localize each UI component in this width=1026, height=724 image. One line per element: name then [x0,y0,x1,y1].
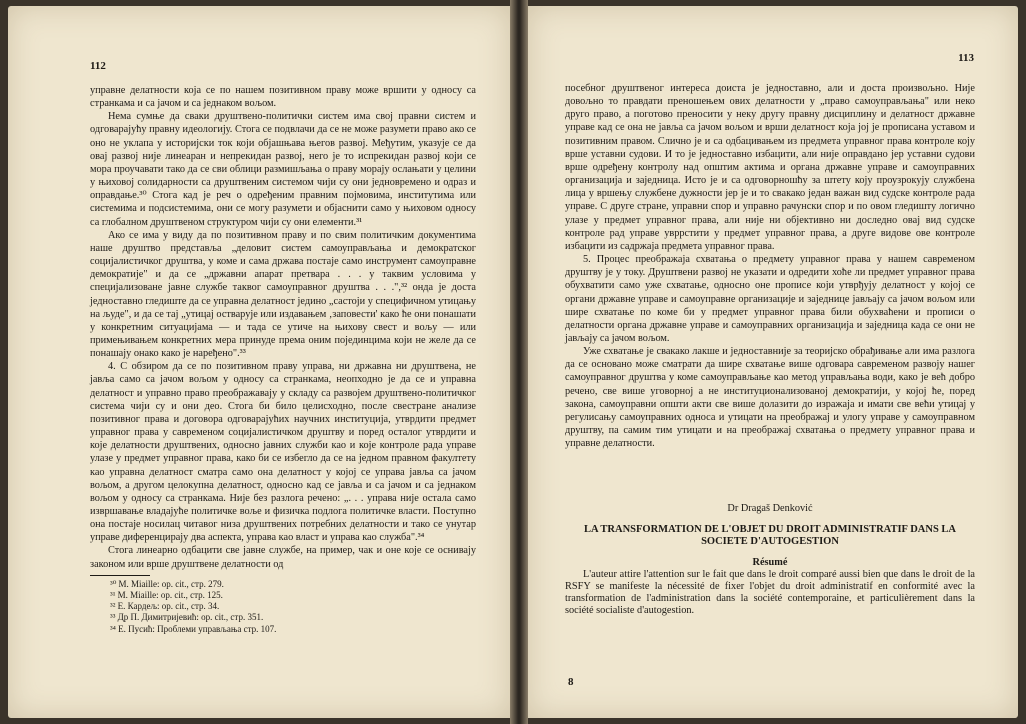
footnote: ³¹ M. Miaille: op. cit., стр. 125. [110,589,223,600]
resume-text: L'auteur attire l'attention sur le fait que dans le droit comparé aussi bien que dans le droit de la RSFY se manifeste la nécessité de fixer l'objet du droit administratif en conformité avec la transformation de l'administration dans la société contemporaine, et particulièrement dans la société socialiste d'autogestion. [565,568,975,617]
paragraph: Уже схватање је свакако лакше и једноставније за теоријско обрађивање али има разлога да се основано може сматрати да шире схватање више одговара савременом развоју нашег самоуправног друштва у коме самоуправљање као метод управљања води, како је већ добро речено, све више уговорној а не институционализованој демократији, у којој ће, поред закона, самоуправни општи акти све више долазити до изражаја и имати све већи утицај у регулисању самоуправних односа и утицати на преображај и улогу управе у самоуправном друштву, па самим тим утицати и на преображај схватања о предмету управног права и управне делатности. [565,346,975,450]
footnote: ³² Е. Кардељ: op. cit., стр. 34. [110,601,220,612]
author: Dr Dragaš Denković [727,503,813,515]
paragraph: 4. С обзиром да се по позитивном праву управа, ни државна ни друштвена, не јавља само са јачом вољом у односу са странкама, неопходно је да се и управна делатност и управно право преображавају у складу са развојем друштвено-политичког система чији су и они део. Стога би било целисходно, после свестране анализе позитивног права и договора одговарајућих научних институција, утврдити предмет управног права у савременом социјалистичком друштву и поред осталог утврдити и које делатности друштвених, односно јавних служби као и које контроле рада управе улазе у предмет управног права, како би се избегло да се на једном правном факултету као управна делатност сматра само она делатност у којој се управа јавља са јачом вољом, а другом целокупна делатност, односно кад се јавља и са јачом и са једнаком вољом у односу са странкама. Није без разлога речено: „. . . управа није остала само извршавање владајуће политичке воље и физичка подлога политичке власти. Поступно она постаје носилац читавог низа друштвених потребних делатности и тако се унутар управе диференцирају два аспекта, управа као власт и управа као служба".³⁴ [90,361,476,544]
footnote-rule [90,575,150,576]
right-page [528,6,1018,718]
footnote: ³⁰ M. Miaille: op. cit., стр. 279. [110,578,224,589]
paragraph: посебног друштвеног интереса доиста је једноставно, али и доста произвољно. Није довољно то правдати преношењем ових делатности у „право самоуправљања" или неко друго право, а поготово преносити у неку другу правну дисциплину и делатност државне управе кад се она не јавља са јачом вољом и врши делатност која јој је прописана уставом и позитивним правом. Слично је и са одбацивањем из предмета управног права контроле коју врше уставни судови. И то је једноставно избацити, али није оправдано јер уставни судови врше одређену контролу над општим актима и органа државне управе и самоуправних организација и заједница. Исто је и са одговорношћу за штету коју проузрокују службена лица у вршењу службене дужности јер је и то свакако један важан вид судске контроле рада управе. С друге стране, управни спор и управно рачунски спор и по овом гледишту логично улазе у предмет управног права, али није ни објективно ни доследно овај вид судске контроле рад управе увррстити у предмет управног права, а друге видове ове контроле избацити из садржаја предмета управног права. [565,83,975,252]
paragraph: Стога линеарно одбацити све јавне службе, на пример, чак и оне које се оснивају законом или врше друштвене делатности од [90,545,476,570]
left-page [8,6,510,718]
paragraph: Ако се има у виду да по позитивном праву и по свим политичким документима наше друштво представља „деловит систем самоуправљања и демократског социјалистичког друштва, у коме и сама држава постаје само инструмент самоуправне демократије" и да се „државни апарат претвара . . . у таквим условима у специјализоване јавне службе таквог самоуправног друштва . . .",³² онда је доста једноставно гледиште да се управна делатност једино „састоји у специфичном утицању на људе", и да се тај „утицај остварује или издавањем ‚заповести' како ће они понашати у конкретним ситуацијама — и тада се утиче на њихову свест и вољу — или примењивањем конкретних мера принуде према оним појединцима који не желе да се понашају онако како је наређено".³³ [90,229,476,360]
paragraph: управне делатности која се по нашем позитивном праву може вршити у односу са странкама и са јачом и са једнаком вољом. [90,85,476,110]
resume-heading: Résumé [752,556,788,568]
summary-title: LA TRANSFORMATION DE L'OBJET DU DROIT ADMINISTRATIF DANS LA SOCIETE D'AUTOGESTION [583,523,957,547]
paragraph: 5. Процес преображаја схватања о предмету управног права у нашем савременом друштву је у току. Друштвени развој не указати и одредити хоће ли предмет управног права обухватити само уже схватање, односно оне прописе који утврђују делатност у којој се органи државне управе и самоуправне организације и заједнице јављају са јачом вољом или шире схватање по коме би у предмет управног права били обухваћени и прописи о делатности органа државне управе и самоуправних организација и заједница када се они не јављају са јачом вољом. [565,254,975,344]
page-number: 112 [90,60,106,72]
signature-mark: 8 [568,676,574,688]
footnote: ³⁴ Е. Пусић: Проблеми управљања стр. 107. [110,623,277,634]
footnote: ³³ Др П. Димитријевић: op. cit., стр. 351. [110,612,264,623]
footnotes [90,579,476,635]
paragraph: Нема сумње да сваки друштвено-политички систем има свој правни систем и одговарајућу правну идеологију. Стога се подвлачи да се не може разумети право ако се оно не уклапа у историјски ток који објашњава његов развој. Међутим, указује се да овај развој није линеаран и непрекидан развој, него је то испрекидан развој који се мора проучавати тако да се сви облици размишљања о праву морају ослањати у целини у њиховој солидарности са друштвеним системом чији су они једновремено и одраз и оправдање.³⁰ Стога кад је реч о одређеним правним појмовима, институтима или системима и подсистемима, они се могу разумети и објаснити само у њиховом односу са глобалном друштвеном структуром чији су они елементи.³¹ [90,111,476,228]
body-text [90,84,476,635]
page-number: 113 [958,52,974,64]
body-text [565,82,975,618]
book-gutter [510,0,528,724]
